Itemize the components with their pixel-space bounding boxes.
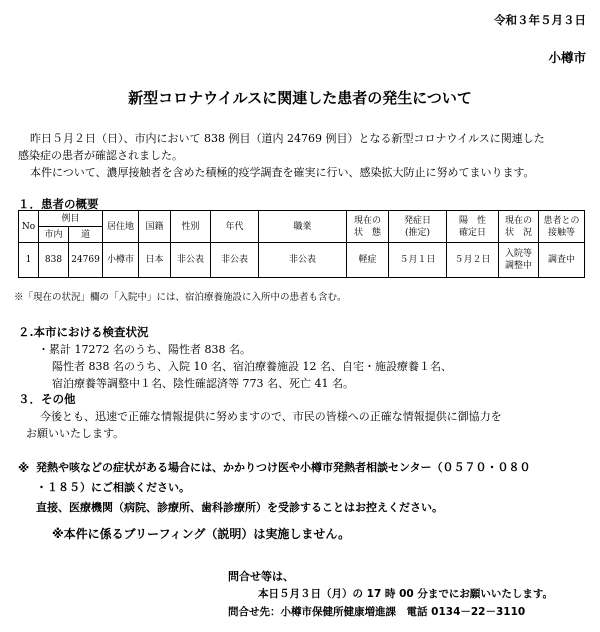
cell-status: 軽症 (347, 243, 389, 278)
section-2-line-1: ・累計 17272 名のうち、陽性者 838 名。 (38, 343, 251, 356)
briefing-notice: ※本件に係るブリーフィング（説明）は実施しません。 (52, 527, 351, 541)
contact-line-1: 問合せ等は、 (228, 570, 294, 583)
issuing-organization: 小樽市 (548, 50, 586, 65)
cell-situation: 入院等 調整中 (499, 243, 539, 278)
cell-confirm-date: ５月２日 (447, 243, 499, 278)
header-case-number: 例目 (39, 211, 103, 227)
header-prefecture-case: 道 (69, 227, 103, 243)
document-date: 令和３年５月３日 (494, 13, 586, 27)
header-residence: 居住地 (103, 211, 139, 243)
section-2-line-2: 陽性者 838 名のうち、入院 10 名、宿泊療養施設 12 名、自宅・施設療養１名、 (52, 360, 452, 373)
section-3-heading: ３．その他 (18, 392, 76, 406)
cell-residence: 小樽市 (103, 243, 139, 278)
cell-sex: 非公表 (171, 243, 211, 278)
cell-contact: 調査中 (539, 243, 585, 278)
notice-line-2: ・１８５）にご相談ください。 (36, 481, 190, 494)
header-nationality: 国籍 (139, 211, 171, 243)
intro-line-3: 本件について、濃厚接触者を含めた積極的疫学調査を確実に行い、感染拡大防止に努めてまいります。 (30, 166, 535, 179)
cell-no: 1 (19, 243, 39, 278)
contact-line-2: 本日５月３日（月）の 17 時 00 分までにお願いいたします。 (258, 588, 554, 600)
header-age: 年代 (211, 211, 259, 243)
header-city-case: 市内 (39, 227, 69, 243)
table-header-row (19, 211, 585, 227)
notice-mark: ※ (18, 461, 30, 475)
section-3-line-2: お願いいたします。 (26, 427, 125, 440)
table-row (19, 243, 585, 278)
header-no: No (19, 211, 39, 243)
header-occupation: 職業 (259, 211, 347, 243)
contact-line-3: 問合せ先：小樽市保健所健康増進課 電話 0134－22－3110 (228, 606, 526, 618)
notice-line-3: 直接、医療機関（病院、診療所、歯科診療所）を受診することはお控えください。 (36, 501, 443, 514)
notice-line-1: 発熱や咳などの症状がある場合には、かかりつけ医や小樽市発熱者相談センター（０５７０・０８０ (36, 461, 531, 474)
cell-prefecture-case: 24769 (69, 243, 103, 278)
cell-occupation: 非公表 (259, 243, 347, 278)
intro-line-2: 感染症の患者が確認されました。 (18, 149, 183, 162)
header-confirm-date: 陽 性 確定日 (447, 211, 499, 243)
cell-age: 非公表 (211, 243, 259, 278)
header-sex: 性別 (171, 211, 211, 243)
intro-line-1: 昨日５月２日（日）、市内において 838 例目（道内 24769 例目）となる新型コロナウイルスに関連した (30, 132, 545, 145)
section-2-line-3: 宿泊療養等調整中１名、陰性確認済等 773 名、死亡 41 名。 (52, 377, 354, 390)
case-table (18, 210, 585, 278)
section-2-heading: ２.本市における検査状況 (18, 325, 149, 339)
header-onset-date: 発症日 (推定) (389, 211, 447, 243)
table-footnote: ※「現在の状況」欄の「入院中」には、宿泊療養施設に入所中の患者も含む。 (14, 292, 347, 303)
section-3-line-1: 今後とも、迅速で正確な情報提供に努めますので、市民の皆様への正確な情報提供に御協力を (40, 410, 502, 423)
header-contact: 患者との 接触等 (539, 211, 585, 243)
section-1-heading: １．患者の概要 (18, 197, 99, 211)
document-title: 新型コロナウイルスに関連した患者の発生について (128, 89, 472, 107)
cell-onset-date: ５月１日 (389, 243, 447, 278)
header-status: 現在の 状 態 (347, 211, 389, 243)
header-situation: 現在の 状 況 (499, 211, 539, 243)
cell-nationality: 日本 (139, 243, 171, 278)
cell-city-case: 838 (39, 243, 69, 278)
